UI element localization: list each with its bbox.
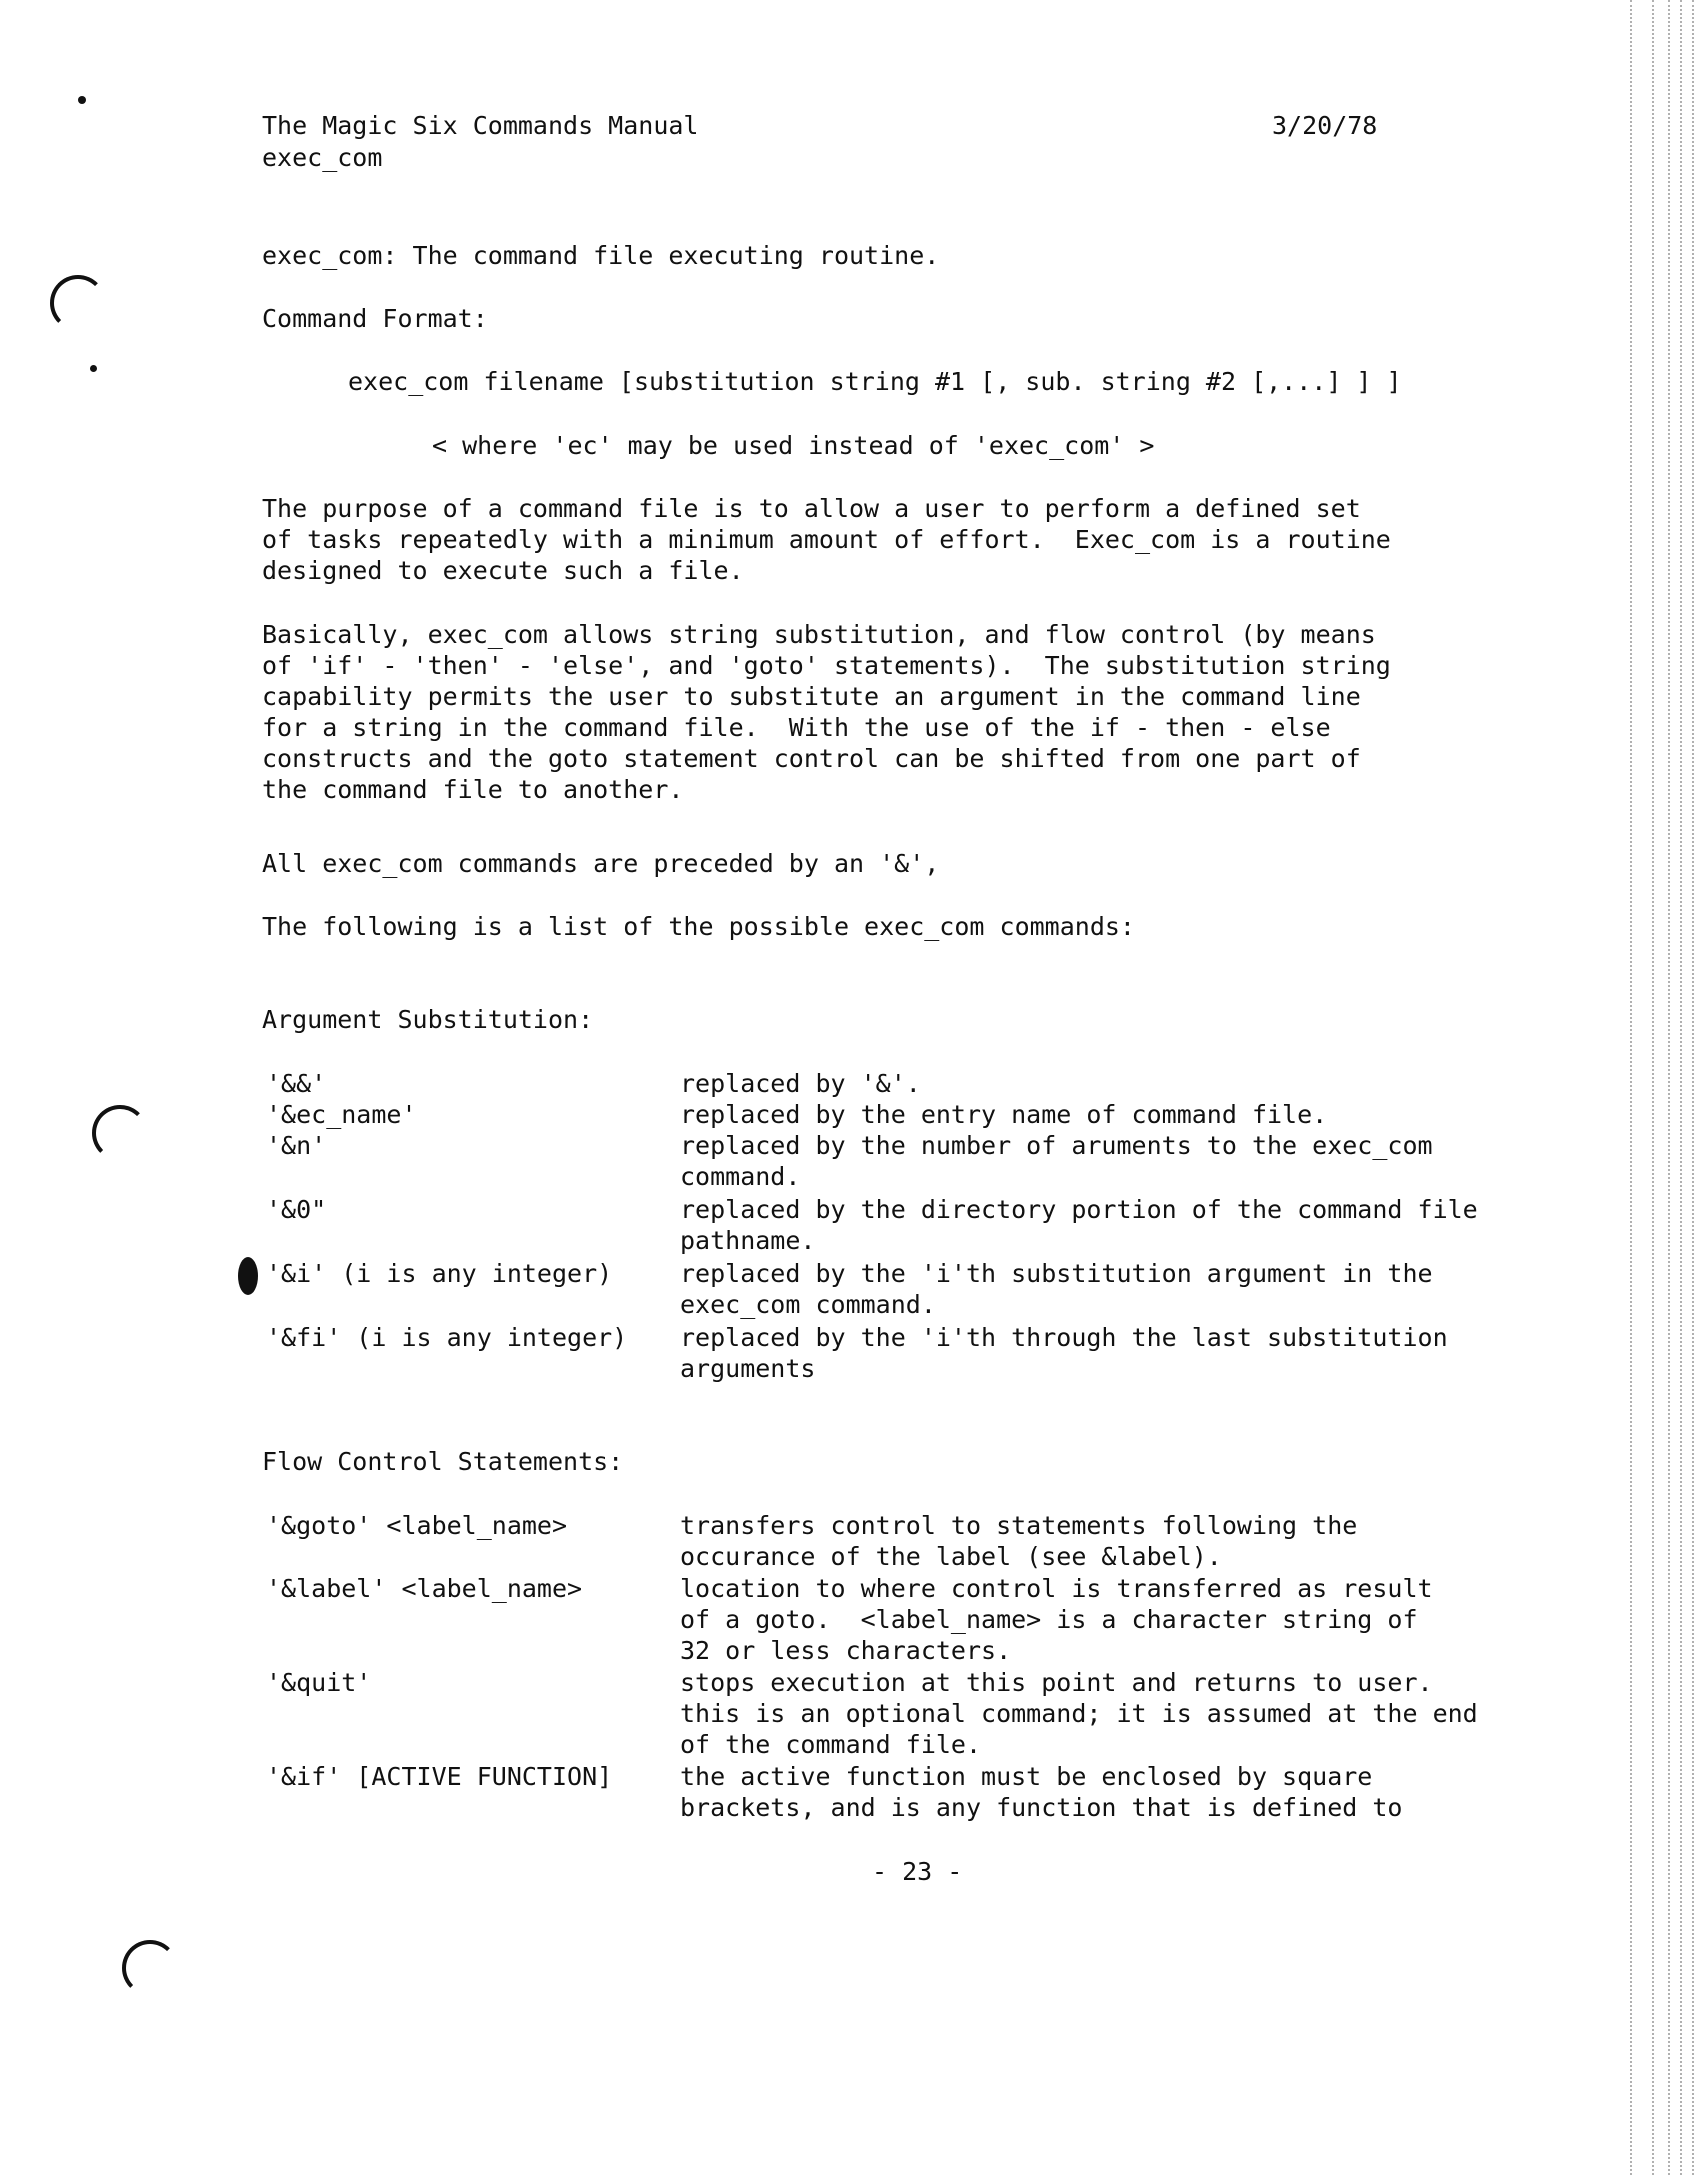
flow-control-title: Flow Control Statements: [262,1447,624,1476]
argument-description: pathname. [680,1226,816,1255]
command-list-intro: The following is a list of the possible exec_com commands: [262,912,1135,941]
scan-noise-strip [1390,0,1705,2175]
argument-description: exec_com command. [680,1290,936,1319]
paragraph-basics-line: of 'if' - 'then' - 'else', and 'goto' statements). The substitution string [262,651,1391,680]
manual-title: The Magic Six Commands Manual [262,111,699,140]
flow-description: occurance of the label (see &label). [680,1542,1222,1571]
flow-description: 32 or less characters. [680,1636,1012,1665]
flow-description: transfers control to statements following the [680,1511,1358,1540]
argument-description: replaced by the 'i'th substitution argument in the [680,1259,1433,1288]
flow-term: '&quit' [266,1668,372,1697]
command-syntax: exec_com filename [substitution string #1 [, sub. string #2 [,...] ] ] [348,367,1402,396]
paragraph-basics-line: Basically, exec_com allows string substitution, and flow control (by means [262,620,1376,649]
paragraph-basics-line: for a string in the command file. With the use of the if - then - else [262,713,1331,742]
command-name-subtitle: exec_com [262,143,383,172]
flow-term: '&goto' <label_name> [266,1511,568,1540]
paragraph-purpose-line: of tasks repeatedly with a minimum amount of effort. Exec_com is a routine [262,525,1391,554]
ampersand-note: All exec_com commands are preceded by an '&', [262,849,940,878]
flow-term: '&label' <label_name> [266,1574,583,1603]
paragraph-basics-line: constructs and the goto statement control can be shifted from one part of [262,744,1361,773]
document-date: 3/20/78 [1272,111,1378,140]
flow-description: of the command file. [680,1730,982,1759]
argument-term: '&ec_name' [266,1100,417,1129]
argument-description: replaced by the number of aruments to the exec_com [680,1131,1433,1160]
section-heading: exec_com: The command file executing routine. [262,241,940,270]
argument-term: '&0" [266,1195,327,1224]
argument-description: command. [680,1162,801,1191]
flow-description: this is an optional command; it is assumed at the end [680,1699,1478,1728]
argument-description: replaced by '&'. [680,1069,921,1098]
argument-term: '&&' [266,1069,327,1098]
command-alias-note: < where 'ec' may be used instead of 'exec_com' > [432,431,1155,460]
paragraph-purpose-line: The purpose of a command file is to allow a user to perform a defined set [262,494,1361,523]
flow-description: location to where control is transferred as result [680,1574,1433,1603]
argument-substitution-title: Argument Substitution: [262,1005,594,1034]
argument-description: replaced by the entry name of command file. [680,1100,1328,1129]
flow-description: the active function must be enclosed by square [680,1762,1373,1791]
argument-term: '&n' [266,1131,327,1160]
flow-description: brackets, and is any function that is defined to [680,1793,1403,1822]
paragraph-purpose-line: designed to execute such a file. [262,556,744,585]
argument-term: '&i' (i is any integer) [266,1259,613,1288]
flow-description: of a goto. <label_name> is a character string of [680,1605,1418,1634]
argument-term: '&fi' (i is any integer) [266,1323,628,1352]
paragraph-basics-line: the command file to another. [262,775,684,804]
flow-term: '&if' [ACTIVE FUNCTION] [266,1762,613,1791]
paragraph-basics-line: capability permits the user to substitute an argument in the command line [262,682,1361,711]
argument-description: arguments [680,1354,816,1383]
flow-description: stops execution at this point and returns to user. [680,1668,1433,1697]
argument-description: replaced by the directory portion of the command file [680,1195,1478,1224]
argument-description: replaced by the 'i'th through the last substitution [680,1323,1448,1352]
command-format-label: Command Format: [262,304,488,333]
page-number: - 23 - [872,1857,963,1886]
